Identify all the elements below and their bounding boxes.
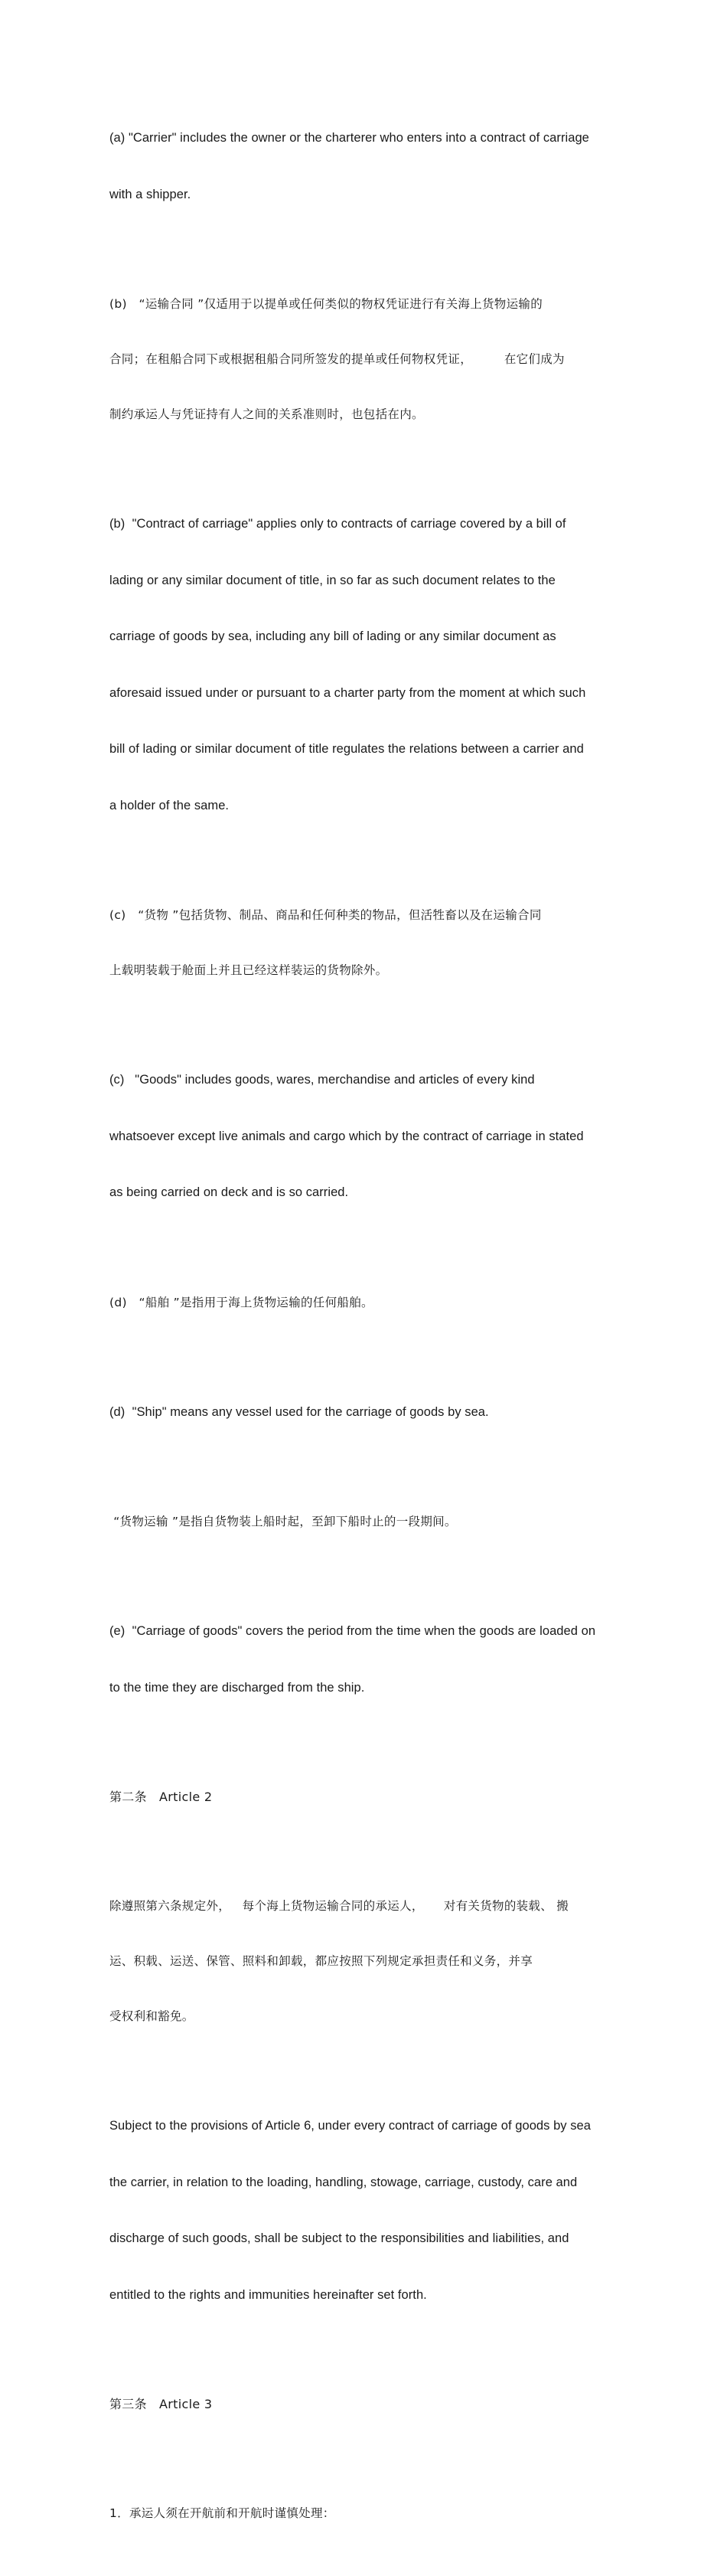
text-line: to the time they are discharged from the ship. (109, 1680, 365, 1695)
text-line: 受权利和豁免。 (109, 2009, 194, 2023)
text-line: (d) “船舶 ”是指用于海上货物运输的任何船舶。 (109, 1295, 373, 1309)
text-line: aforesaid issued under or pursuant to a charter party from the moment at which such (109, 685, 586, 700)
paragraph-contract-cn (109, 258, 645, 460)
text-line: 制约承运人与凭证持有人之间的关系准则时，也包括在内。 (109, 407, 424, 421)
text-line: “货物运输 ”是指自货物装上船时起，至卸下船时止的一段期间。 (109, 1515, 457, 1528)
text-line: 第二条 Article 2 (109, 1790, 213, 1804)
article-2-heading (109, 1751, 645, 1843)
text-line: whatsoever except live animals and cargo which by the contract of carriage in stated (109, 1129, 584, 1143)
paragraph-goods-en (109, 1033, 645, 1240)
text-line: with a shipper. (109, 187, 191, 201)
text-line: lading or any similar document of title, in so far as such document relates to the (109, 573, 556, 587)
text-line: 除遵照第六条规定外， 每个海上货物运输合同的承运人， 对有关货物的装载、 搬 (109, 1899, 569, 1913)
text-line: (b) "Contract of carriage" applies only to contracts of carriage covered by a bill of (109, 517, 566, 531)
text-line: (a) "Carrier" includes the owner or the charterer who enters into a contract of carriage (109, 131, 589, 145)
text-line: bill of lading or similar document of title regulates the relations between a carrier and (109, 742, 584, 756)
text-line: Subject to the provisions of Article 6, under every contract of carriage of goods by sea (109, 2119, 591, 2133)
text-line: 上载明装载于舱面上并且已经这样装运的货物除外。 (109, 963, 388, 977)
paragraph-article-2-cn (109, 1860, 645, 2062)
paragraph-carriage-of-goods-en (109, 1584, 645, 1734)
text-line: (c) “货物 ”包括货物、制品、商品和任何种类的物品，但活牲畜以及在运输合同 (109, 908, 542, 922)
text-line: entitled to the rights and immunities hereinafter set forth. (109, 2287, 427, 2302)
text-line: carriage of goods by sea, including any bill of lading or any similar document as (109, 629, 556, 643)
paragraph-article-3-item-1-cn (109, 2467, 645, 2559)
text-line: 合同；在租船合同下或根据租船合同所签发的提单或任何物权凭证， 在它们成为 (109, 352, 565, 366)
paragraph-ship-en (109, 1365, 645, 1460)
paragraph-article-2-en (109, 2079, 645, 2342)
text-line: (b) “运输合同 ”仅适用于以提单或任何类似的物权凭证进行有关海上货物运输的 (109, 297, 543, 311)
article-3-heading (109, 2359, 645, 2450)
text-line: 第三条 Article 3 (109, 2397, 213, 2411)
paragraph-carriage-of-goods-cn (109, 1476, 645, 1568)
text-line: (d) "Ship" means any vessel used for the carriage of goods by sea. (109, 1404, 489, 1419)
text-line: 1．承运人须在开航前和开航时谨慎处理： (109, 2506, 335, 2520)
paragraph-goods-cn (109, 869, 645, 1016)
text-line: 运、积载、运送、保管、照料和卸载，都应按照下列规定承担责任和义务，并享 (109, 1954, 533, 1968)
paragraph-contract-en (109, 477, 645, 852)
text-line: (c) "Goods" includes goods, wares, merchandise and articles of every kind (109, 1073, 535, 1087)
text-line: discharge of such goods, shall be subject to the responsibilities and liabilities, and (109, 2231, 569, 2245)
text-line: (e) "Carriage of goods" covers the period from the time when the goods are loaded on (109, 1624, 596, 1638)
text-line: the carrier, in relation to the loading, handling, stowage, carriage, custody, care and (109, 2175, 578, 2189)
document-page (109, 91, 645, 2576)
text-line: as being carried on deck and is so carried. (109, 1185, 349, 1199)
paragraph-ship-cn (109, 1257, 645, 1348)
text-line: a holder of the same. (109, 798, 230, 812)
paragraph-carrier-en (109, 91, 645, 241)
